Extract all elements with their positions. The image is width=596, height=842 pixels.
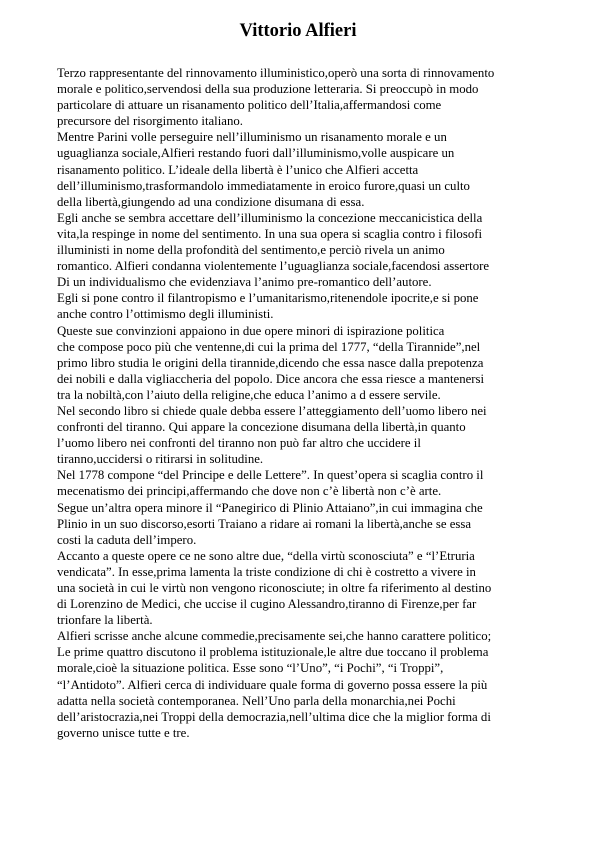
text-line: morale,cioè la situazione politica. Esse sono “l’Uno”, “i Pochi”, “i Troppi”, bbox=[57, 661, 444, 676]
text-line: l’uomo libero nei confronti del tiranno non può far altro che uccidere il bbox=[57, 436, 421, 451]
text-line: costi la caduta dell’impero. bbox=[57, 532, 197, 547]
text-line: Segue un’altra opera minore il “Panegirico di Plinio Attaiano”,in cui immagina che bbox=[57, 500, 483, 515]
document-title: Vittorio Alfieri bbox=[239, 21, 357, 41]
text-line: Di un individualismo che evidenziava l’animo pre-romantico dell’autore. bbox=[57, 275, 432, 290]
text-line: confronti del tiranno. Qui appare la concezione disumana della libertà,in quanto bbox=[57, 420, 466, 435]
text-line: dei nobili e dalla vigliaccheria del popolo. Dice ancora che essa riesce a mantenersi bbox=[57, 371, 485, 386]
text-line: Le prime quattro discutono il problema istituzionale,le altre due toccano il problema bbox=[57, 645, 489, 660]
text-line: particolare di attuare un risanamento politico dell’Italia,affermandosi come bbox=[57, 98, 442, 113]
text-line: Egli anche se sembra accettare dell’illuminismo la concezione meccanicistica della bbox=[57, 210, 483, 225]
text-line: risanamento politico. L’ideale della libertà è l’unico che Alfieri accetta bbox=[57, 162, 419, 177]
text-line: trionfare la libertà. bbox=[57, 613, 153, 628]
text-line: dell’illuminismo,trasformandolo immediatamente in eroico furore,quasi un culto bbox=[57, 178, 470, 193]
text-line: dell’aristocrazia,nei Troppi della democrazia,nell’ultima dice che la miglior forma di bbox=[57, 709, 491, 724]
text-line: Queste sue convinzioni appaiono in due opere minori di ispirazione politica bbox=[57, 323, 445, 338]
text-line: romantico. Alfieri condanna violentemente l’uguaglianza sociale,facendosi assertore bbox=[57, 259, 490, 274]
text-line: Alfieri scrisse anche alcune commedie,precisamente sei,che hanno carattere politico; bbox=[57, 629, 492, 644]
text-line: mecenatismo dei principi,affermando che dove non c’è libertà non c’è arte. bbox=[57, 484, 442, 499]
text-line: uguaglianza sociale,Alfieri restando fuori dall’illuminismo,volle auspicare un bbox=[57, 146, 455, 161]
text-line: della libertà,giungendo ad una condizione disumana di essa. bbox=[57, 194, 365, 209]
text-line: tra la nobiltà,con l’aiuto della religine,che educa l’animo a d essere servile. bbox=[57, 387, 441, 402]
text-line: morale e politico,servendosi della sua produzione letteraria. Si preoccupò in modo bbox=[57, 82, 479, 97]
text-line: illuministi in nome della profondità del sentimento,e perciò rivela un animo bbox=[57, 243, 445, 258]
text-line: Terzo rappresentante del rinnovamento illuministico,operò una sorta di rinnovamento bbox=[57, 66, 495, 80]
text-line: vendicata”. In esse,prima lamenta la triste condizione di chi è costretto a vivere in bbox=[57, 564, 476, 579]
text-line: che compose poco più che ventenne,di cui la prima del 1777, “della Tirannide”,nel bbox=[57, 339, 481, 354]
document-body bbox=[57, 65, 547, 741]
text-line: di Lorenzino de Medici, che uccise il cugino Alessandro,tiranno di Firenze,per far bbox=[57, 597, 477, 612]
text-line: tiranno,uccidersi o ritirarsi in solitudine. bbox=[57, 452, 264, 467]
text-line: primo libro studia le origini della tirannide,dicendo che essa nasce dalla prepotenza bbox=[57, 355, 484, 370]
text-line: Plinio in un suo discorso,esorti Traiano a ridare ai romani la libertà,anche se essa bbox=[57, 516, 472, 531]
text-line: adatta nella società contemporanea. Nell’Uno parla della monarchia,nei Pochi bbox=[57, 693, 456, 708]
text-line: Egli si pone contro il filantropismo e l’umanitarismo,ritenendole ipocrite,e si pone bbox=[57, 291, 479, 306]
text-line: Nel 1778 compone “del Principe e delle Lettere”. In quest’opera si scaglia contro il bbox=[57, 468, 484, 483]
text-line: una società in cui le virtù non vengono riconosciute; in oltre fa riferimento al destino bbox=[57, 581, 492, 595]
text-line: anche contro l’ottimismo degli illuministi. bbox=[57, 307, 274, 322]
text-line: vita,la respinge in nome del sentimento. In una sua opera si scaglia contro i filosofi bbox=[57, 226, 483, 241]
text-line: Nel secondo libro si chiede quale debba essere l’atteggiamento dell’uomo libero nei bbox=[57, 403, 487, 418]
text-line: “l’Antidoto”. Alfieri cerca di individuare quale forma di governo possa essere la più bbox=[57, 677, 488, 692]
text-line: precursore del risorgimento italiano. bbox=[57, 114, 243, 129]
text-line: Mentre Parini volle perseguire nell’illuminismo un risanamento morale e un bbox=[57, 130, 447, 145]
text-line: Accanto a queste opere ce ne sono altre due, “della virtù sconosciuta” e “l’Etruria bbox=[57, 548, 475, 563]
text-line: governo unisce tutte e tre. bbox=[57, 725, 190, 740]
